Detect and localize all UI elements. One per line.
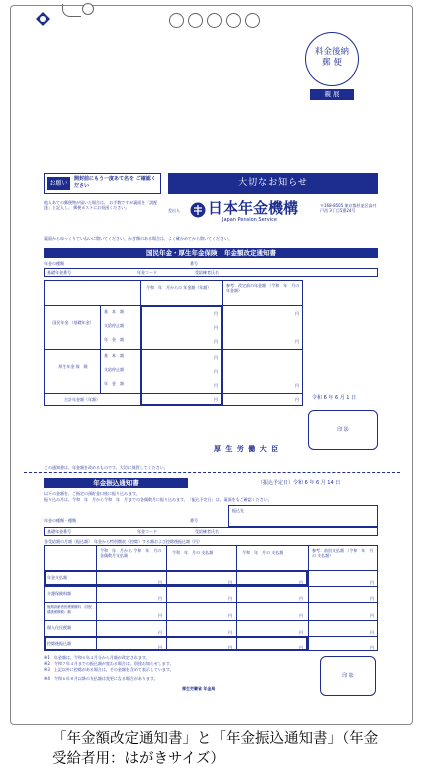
current-payment-box [44, 570, 308, 586]
yen-unit: 円 [228, 645, 232, 650]
row-label: 基 本 額 [104, 309, 124, 314]
f-row1-number: 番号 [190, 518, 198, 523]
figure-caption: 「年金額改定通知書」と「年金振込通知書」（年金受給者用：はがきサイズ） [52, 731, 379, 767]
notice-label: お願い [47, 177, 70, 190]
col-a-values [140, 305, 223, 406]
sender-prefix: 差出人 [168, 208, 180, 213]
yen-unit: 円 [370, 613, 374, 618]
group-name: 国民年金 （基礎年金） [52, 320, 94, 325]
yen-unit: 円 [299, 645, 303, 650]
yen-unit: 円 [214, 325, 218, 330]
col-header: 令和 年 月から 令和 年 月の 各偶数月支払額 [100, 548, 162, 558]
f-row1-label: 年金の種類・種類 [44, 518, 76, 523]
yen-unit: 円 [228, 613, 232, 618]
furikomi-intro2: 振り込み月は、令和 年 月から令和 年 月までの各偶数月に振り込みます。「振込予定日」は、裏面をもご確認ください。 [44, 497, 272, 502]
row-label: 年 金 額 [104, 381, 124, 386]
net-payment-box [44, 636, 308, 651]
furikomi-intro1: 以下の金額を、ご指定の預貯金口座に振り込みます。 [44, 491, 140, 496]
sender-name: 日本年金機構 [208, 199, 299, 217]
kaitei-row1-number: 番号 [190, 261, 198, 266]
yen-unit: 円 [158, 645, 162, 650]
hole-icon [245, 13, 260, 28]
kaitei-title: 国民年金・厚生年金保険 年金額改定通知書 [44, 248, 378, 258]
furikomi-date: （振込予定日）令和 6 年 6 月 14 日 [258, 480, 341, 486]
yen-unit: 円 [370, 630, 374, 635]
col-a-header: 令和 年 月からの 年金額（年額） [146, 285, 212, 290]
col-header: 令和 年 月の 支払額 [242, 550, 284, 555]
col-header: 参考：前回支払額 （令和 年 月の 支払額） [312, 548, 374, 558]
col-header: 令和 年 月の 支払額 [172, 550, 214, 555]
row-label: 年金支払額 [47, 575, 67, 580]
yen-unit: 円 [228, 580, 232, 585]
yen-unit: 円 [158, 613, 162, 618]
yen-unit: 円 [158, 580, 162, 585]
yen-unit: 円 [299, 596, 303, 601]
hole-icon [207, 13, 222, 28]
row-label: 支給停止額 [104, 367, 124, 372]
yen-unit: 円 [299, 580, 303, 585]
hole-icon [226, 13, 241, 28]
yen-unit: 円 [214, 369, 218, 374]
row-label: 介護保険料額 [47, 591, 71, 596]
yen-unit: 円 [158, 630, 162, 635]
hole-icon [169, 13, 184, 28]
yen-unit: 円 [214, 355, 218, 360]
yen-unit: 円 [158, 596, 162, 601]
hole-icon [188, 13, 203, 28]
row-label: 個人住民税額 [47, 625, 71, 630]
basic-pension-number-label: 基礎年金番号 [47, 529, 71, 534]
row-label: 後期高齢者医療保険料 （国民健康保険税）額 [47, 605, 93, 614]
pension-code-label: 年金コード [137, 270, 157, 275]
account-line: 各受給額の月額（振込額） 年金から特別徴収（控除）する額および控除後振込額（円） [44, 539, 202, 544]
yen-unit: 円 [214, 397, 218, 402]
jps-logo-icon [190, 202, 206, 218]
yen-unit: 円 [370, 645, 374, 650]
shinten-badge: 親 展 [310, 89, 354, 100]
logo-icon [35, 11, 51, 27]
notice-small: 他人あての郵便物が届いた場合は、 お手数ですが裏面を「誤配達」と記入し、 郵便ポストにお投函ください。 [44, 200, 158, 210]
yen-unit: 円 [214, 383, 218, 388]
row-line [44, 620, 378, 621]
yen-unit: 円 [299, 630, 303, 635]
seal-text: 印 影 [342, 673, 354, 679]
postage-stamp [305, 32, 359, 86]
stamp-line2: 郵 便 [322, 58, 342, 68]
yen-unit: 円 [295, 383, 299, 388]
yen-unit: 円 [228, 630, 232, 635]
footnote: ※4 令和６年８月以降の支払額は変更になる場合があります。 [44, 676, 158, 681]
row-label: 年 金 額 [104, 337, 124, 342]
row-line [44, 586, 378, 587]
yen-unit: 円 [295, 311, 299, 316]
yen-unit: 円 [214, 339, 218, 344]
yen-unit: 円 [370, 580, 374, 585]
notice-text: 開封前にもう一度あて名を ご確認ください [74, 176, 156, 189]
bank-box [228, 505, 378, 527]
footnote: ※3 上記以外に控除がある場合は、その金額を含めて表示しています。 [44, 667, 174, 672]
office-name: 厚生労働省 年金局 [182, 686, 216, 691]
cut-line [24, 472, 400, 473]
kaitei-footer-note: この通知書は、年金額を改めるものです。大切に保管してください。 [44, 465, 168, 470]
total-label: 合計年金額（年額） [64, 397, 100, 402]
row-label: 支給停止額 [104, 323, 124, 328]
yen-unit: 円 [299, 613, 303, 618]
footnote: ※1 年金額は、令和６年４月分から月額が改定されます。 [44, 655, 150, 660]
yen-unit: 円 [295, 397, 299, 402]
yen-unit: 円 [214, 311, 218, 316]
row-line [44, 602, 378, 603]
furikomi-seal-box [320, 656, 376, 696]
recipient-name-label: 受給権者氏名 [195, 529, 219, 534]
group-name: 厚生年金 保 険 [58, 364, 88, 369]
stamp-line1: 料金後納 [314, 47, 349, 57]
sender-name-en: Japan Pension Service [222, 217, 277, 223]
minister-title: 厚 生 労 働 大 臣 [214, 445, 280, 453]
recipient-name-label: 受給権者氏名 [195, 270, 219, 275]
perforation-line [62, 4, 81, 17]
yen-unit: 円 [295, 339, 299, 344]
bank-label: 振込先 [232, 508, 244, 513]
yen-unit: 円 [370, 596, 374, 601]
kaitei-seal-box [308, 410, 378, 450]
row-label: 控除後振込額 [47, 641, 71, 646]
furikomi-id-row [44, 527, 378, 536]
col-b-header: 参考：改定前の年金額 （令和 年 月の 年金額） [226, 283, 300, 293]
basic-pension-number-label: 基礎年金番号 [47, 270, 71, 275]
furikomi-title: 年金振込通知書 [44, 478, 188, 488]
sender-address: 〒168-8505 東京都杉並区高井戸西 3丁目5番24号 [320, 203, 377, 213]
important-banner: 大切なお知らせ [168, 173, 378, 194]
kaitei-id-row [44, 268, 378, 277]
binding-holes [169, 13, 264, 32]
notice-box [44, 173, 161, 194]
yen-unit: 円 [228, 596, 232, 601]
note-line: 裏面からゆっくりていねいに開いてください。かぎ類のある場合は、よく確かめてから開いてください。 [44, 236, 232, 241]
footnote: ※2 令和７年４月までの振込額が変わる場合は、別途お知らせします。 [44, 661, 174, 666]
tab-circle-icon [82, 3, 94, 15]
pension-code-label: 年金コード [137, 529, 157, 534]
seal-text: 印 影 [337, 427, 349, 433]
kaitei-row1-label: 年金の種類 [44, 261, 64, 266]
row-label: 基 本 額 [104, 353, 124, 358]
kaitei-date: 令和 6 年 6 月 1 日 [312, 395, 357, 401]
